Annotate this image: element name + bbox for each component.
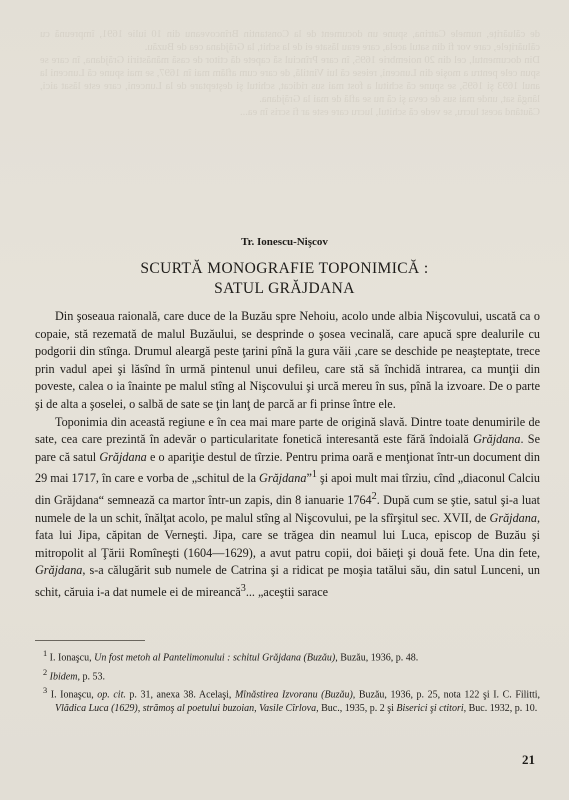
bleed-through-text: [40, 28, 540, 119]
footnote-number: 1: [43, 649, 48, 658]
footnote-ref: 2: [371, 491, 377, 502]
footnote-number: 2: [43, 667, 48, 677]
italic-term: Grăjdana: [489, 510, 537, 525]
footnote-text: p. 53.: [82, 670, 105, 682]
footnote-author: I. Ionaşcu,: [49, 652, 92, 664]
text: şi apoi mult mai tîrziu, cînd „diaconul Calciu din Grăjdana“ semnează ca martor într-un zapis, din 8 ianuarie 1764: [35, 471, 540, 508]
footnote-3: [35, 684, 540, 715]
paragraph-1: Din şoseaua raională, care duce de la Buzău spre Nehoiu, acolo unde albia Nişcovului, uscată ca o copaie, stă rezemată de malul Buzăului, se desprinde o şosea vecinală, care apucă spre dealurile cu podgorii din stînga. Drumul aleargă peste ţarini pînă la gura văii ,care se deschide pe neaşteptate, trece prin vadul apei şi lăsînd în urmă pintenul unui defileu, care stă să închidă intrarea, ca munţii din poveste, calea o ia înainte pe malul stîng al Nişcovului şi urcă mereu în sus, pînă la izvoare. De o parte şi de alta a şoselei, o salbă de sate se ţin lanţ de parcă ar fi prinse între ele.: [35, 309, 540, 411]
paragraph-2: [35, 414, 540, 602]
footnote-title: Un fost metoh al Pantelimonului : schitul Grăjdana (Buzău),: [94, 652, 338, 664]
footnote-opcit: op. cit.: [97, 689, 126, 701]
footnote-author: I. Ionaşcu,: [50, 689, 94, 701]
footnote-text: Buzău, 1936, p. 25, nota 122 şi I. C. Filitti,: [358, 689, 541, 701]
text: . După cum se ştie, satul şi-a luat numele de la un schit, înălţat acolo, pe malul stîng al Nişcovului, pe la sfîrşitul sec. XVII, de: [35, 493, 540, 525]
article-body: [35, 308, 540, 602]
title-line-2: SATUL GRĂJDANA: [214, 280, 355, 297]
ghost-line: Din documentul, cel din 20 noiembrie 1695, în care Prînciul să capete dă ctitor de casă mănăstirii Grăjdana, în care se spun cele pentru a moşie din Lunceni, reiese că lui Vintilă, de care cum aflăm mai în 1697, se mai spune că Lunceni la anul 1693 şi 1695, se spune că schitul a fost mai sus ridicat, schitul şi deşteptare de la Lunceni, care este lăsat aici, lângă sat, unde mai sus de ceva şi că nu se află de mai la Grăjdana.: [40, 55, 540, 105]
ghost-line: de căluărițe, numele Catrina, spune un document de la Constantin Brîncoveanu din 10 iulie 1691, împreună cu căluărițele, care vor fi din satul acela, care erau lăsate ei de la schit, la Grăjdana cea de Buzău.: [40, 29, 540, 53]
page-number: 21: [522, 752, 535, 767]
footnote-ref: 3: [240, 583, 246, 595]
footnote-2: [35, 666, 540, 684]
text: Toponimia din această regiune e în cea mai mare parte de origină slavă. Dintre toate denumirile de sate, cea care prezintă în adevăr o particularitate fonetică interesantă este fără îndoială: [35, 414, 540, 447]
text: e o apariţie destul de tîrzie. Pentru prima oară e menţionat într-un document din 29 mai 1717, în care e vorba de „schitul de la: [35, 449, 540, 486]
footnotes: [35, 647, 540, 716]
author-name: Tr. Ionescu-Nişcov: [241, 236, 328, 248]
footnote-1: [35, 647, 540, 665]
footnote-ref: 1: [311, 469, 317, 481]
italic-term: Grăjdana: [259, 471, 307, 486]
footnote-title: Biserici şi ctitori,: [396, 702, 467, 714]
footnote-divider: [35, 640, 145, 641]
footnote-text: p. 31, anexa 38. Acelaşi,: [129, 689, 232, 701]
title-line-1: SCURTĂ MONOGRAFIE TOPONIMICĂ :: [140, 260, 429, 277]
text: ”: [306, 471, 312, 486]
italic-term: Grăjdana: [473, 432, 521, 447]
italic-term: Grăjdana: [99, 449, 147, 464]
footnote-ibid: Ibidem,: [49, 670, 80, 682]
text: , s-a călugărit sub numele de Catrina şi a ridicat pe moşia tatălui său, din satul Lunceni, un schit, căruia i-a dat numele ei de mireancă: [35, 563, 540, 600]
italic-term: Grăjdana: [35, 563, 83, 578]
text: , fata lui Jipa, căpitan de Verneşti. Jipa, care se trăgea din neamul lui Luca, episcop de Buzău şi mitropolit al Ţării Romîneşti (1604—1629), a avut patru copii, doi băieţi şi două fete. Una din fete,: [35, 510, 540, 560]
footnote-text: Buzău, 1936, p. 48.: [340, 652, 419, 664]
text: ... „aceştii sarace: [245, 585, 329, 600]
footnote-text: Buc., 1935, p. 2 şi: [321, 702, 394, 714]
footnote-title: Vlădica Luca (1629), strămoş al poetului buzoian, Vasile Cîrlova,: [55, 702, 319, 714]
text: . Se pare că satul: [35, 432, 540, 464]
ghost-line: Căutând acest lucru, se vede că schitul, lucru care este ar fi scris în ea...: [240, 107, 540, 118]
footnote-text: Buc. 1932, p. 10.: [468, 702, 538, 714]
article-title: [0, 259, 569, 299]
footnote-title: Mînăstirea Izvoranu (Buzău),: [234, 689, 356, 701]
footnote-number: 3: [43, 686, 48, 696]
